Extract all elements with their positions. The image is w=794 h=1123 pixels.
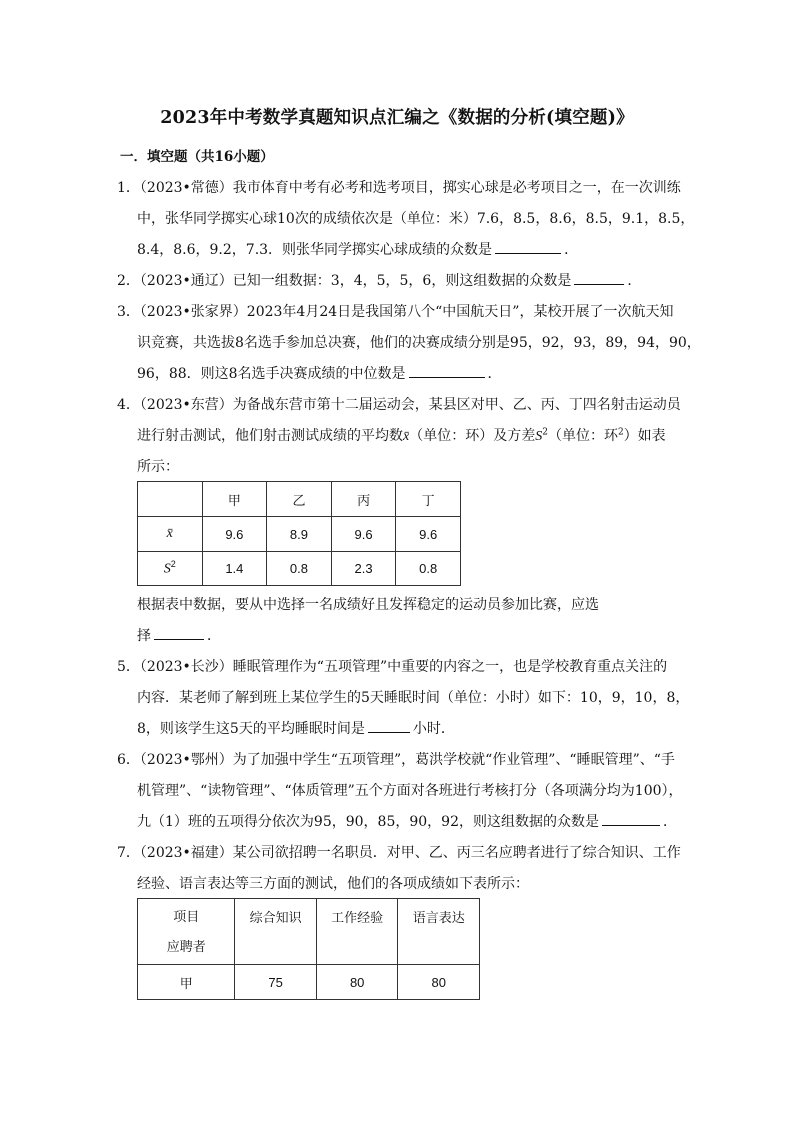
question-1-line-3 — [137, 239, 578, 259]
table-cell: 75 — [235, 965, 317, 1000]
table-header-cell: 甲 — [202, 482, 267, 517]
table-header-cell: 丁 — [396, 482, 461, 517]
table-cell: 2.3 — [331, 552, 396, 586]
question-4-line-4: 根据表中数据，要从中选择一名成绩好且发挥稳定的运动员参加比赛，应选 — [137, 597, 599, 613]
applicant-score-table — [137, 898, 480, 1000]
question-1-line-3-text: 8.4，8.6，9.2，7.3．则张华同学掷实心球成绩的众数是 — [137, 242, 493, 258]
table-row-label — [138, 552, 203, 586]
table-header-cell: 乙 — [267, 482, 332, 517]
table-cell: 9.6 — [396, 517, 461, 552]
answer-blank-6[interactable] — [602, 824, 660, 826]
answer-blank-1[interactable] — [495, 252, 561, 254]
question-3-line-3 — [137, 363, 502, 383]
question-2-period: ． — [627, 273, 642, 289]
table-cell: 9.6 — [331, 517, 396, 552]
table-corner-cell — [138, 482, 203, 517]
table-header-cell: 语言表达 — [398, 899, 480, 965]
table-row-label: 甲 — [138, 965, 235, 1000]
answer-blank-3[interactable] — [409, 376, 485, 378]
variance-exponent: 2 — [542, 427, 548, 438]
answer-blank-2[interactable] — [574, 283, 624, 285]
variance-symbol: S — [535, 429, 543, 444]
table-row — [138, 965, 480, 1000]
question-4-line-3: 所示： — [137, 459, 179, 475]
question-4-line-2-text-b: （单位：环）及方差 — [409, 428, 536, 444]
question-4-line-5-text: 择 — [137, 628, 151, 644]
question-2-text: 2．（2023•通辽）已知一组数据：3，4，5，5，6，则这组数据的众数是 — [117, 273, 572, 289]
question-5-line-3-text: 8，则该学生这5天的平均睡眠时间是 — [137, 721, 365, 737]
question-5-unit: 小时． — [412, 721, 455, 737]
question-4-line-2-text-a: 进行射击测试，他们射击测试成绩的平均数 — [137, 428, 403, 444]
athlete-score-table — [137, 481, 461, 586]
question-5-line-3 — [137, 718, 455, 738]
question-6-line-2: 机管理”、“读物管理”、“体质管理”五个方面对各班进行考核打分（各项满分均为100）， — [137, 783, 683, 799]
question-6-period: ． — [662, 814, 677, 830]
table-cell: 1.4 — [202, 552, 267, 586]
table-row — [138, 517, 461, 552]
table-cell: 0.8 — [396, 552, 461, 586]
question-5-line-1: 5．（2023•长沙）睡眠管理作为“五项管理”中重要的内容之一，也是学校教育重点关注的 — [117, 659, 668, 675]
table-header-cell: 综合知识 — [235, 899, 317, 965]
variance-label: S — [163, 561, 171, 577]
variance-label-exponent: 2 — [170, 559, 176, 570]
question-6-line-3-text: 九（1）班的五项得分依次为95，90，85，90，92，则这组数据的众数是 — [137, 814, 599, 830]
question-7-line-2: 经验、语言表达等三方面的测试，他们的各项成绩如下表所示： — [137, 876, 529, 892]
table-corner-cell — [138, 899, 235, 965]
table-cell: 80 — [316, 965, 398, 1000]
table-header-cell: 工作经验 — [316, 899, 398, 965]
corner-label-bottom: 应聘者 — [166, 938, 206, 954]
table-cell: 9.6 — [202, 517, 267, 552]
table-row-label: x̄ — [138, 517, 203, 552]
section-heading: 一．填空题（共16小题） — [120, 149, 274, 165]
answer-blank-5[interactable] — [368, 731, 410, 733]
question-4-line-2-text-c: （单位：环 — [547, 428, 618, 444]
document-title: 2023年中考数学真题知识点汇编之《数据的分析(填空题)》 — [160, 108, 634, 128]
mean-symbol: x̄ — [403, 429, 410, 444]
question-4-line-5 — [137, 625, 221, 645]
question-4-line-2-text-d: ）如表 — [623, 428, 666, 444]
table-cell: 8.9 — [267, 517, 332, 552]
question-1-period: ． — [564, 242, 579, 258]
question-3-period: ． — [487, 366, 502, 382]
question-1-line-2: 中，张华同学掷实心球10次的成绩依次是（单位：米）7.6，8.5，8.6，8.5，9.1，8.5， — [137, 211, 695, 227]
question-3-line-1: 3．（2023•张家界）2023年4月24日是我国第八个“中国航天日”，某校开展了一次航天知 — [117, 304, 674, 320]
question-4-line-1: 4．（2023•东营）为备战东营市第十二届运动会，某县区对甲、乙、丙、丁四名射击运动员 — [117, 397, 681, 413]
corner-label-top: 项目 — [173, 908, 200, 924]
question-7-line-1: 7．（2023•福建）某公司欲招聘一名职员．对甲、乙、丙三名应聘者进行了综合知识、工作 — [117, 845, 681, 861]
question-2-line-1 — [117, 270, 641, 290]
unit-exponent: 2 — [617, 427, 624, 438]
question-6-line-3 — [137, 811, 677, 831]
table-header-row — [138, 899, 480, 965]
table-cell: 0.8 — [267, 552, 332, 586]
question-5-line-2: 内容．某老师了解到班上某位学生的5天睡眠时间（单位：小时）如下：10，9，10，8， — [137, 690, 690, 706]
table-header-cell: 丙 — [331, 482, 396, 517]
table-cell: 80 — [398, 965, 480, 1000]
question-6-line-1: 6．（2023•鄂州）为了加强中学生“五项管理”，葛洪学校就“作业管理”、“睡眠管理”、“手 — [117, 752, 675, 768]
table-row — [138, 552, 461, 586]
question-1-line-1: 1．（2023•常德）我市体育中考有必考和选考项目，掷实心球是必考项目之一，在一次训练 — [117, 180, 681, 196]
table-header-row — [138, 482, 461, 517]
answer-blank-4[interactable] — [154, 638, 204, 640]
question-3-line-2: 识竞赛，共选拔8名选手参加总决赛，他们的决赛成绩分别是95，92，93，89，94，90， — [137, 335, 701, 351]
question-3-line-3-text: 96，88．则这8名选手决赛成绩的中位数是 — [137, 366, 406, 382]
question-4-line-2 — [137, 425, 666, 445]
question-4-period: ． — [207, 628, 221, 644]
